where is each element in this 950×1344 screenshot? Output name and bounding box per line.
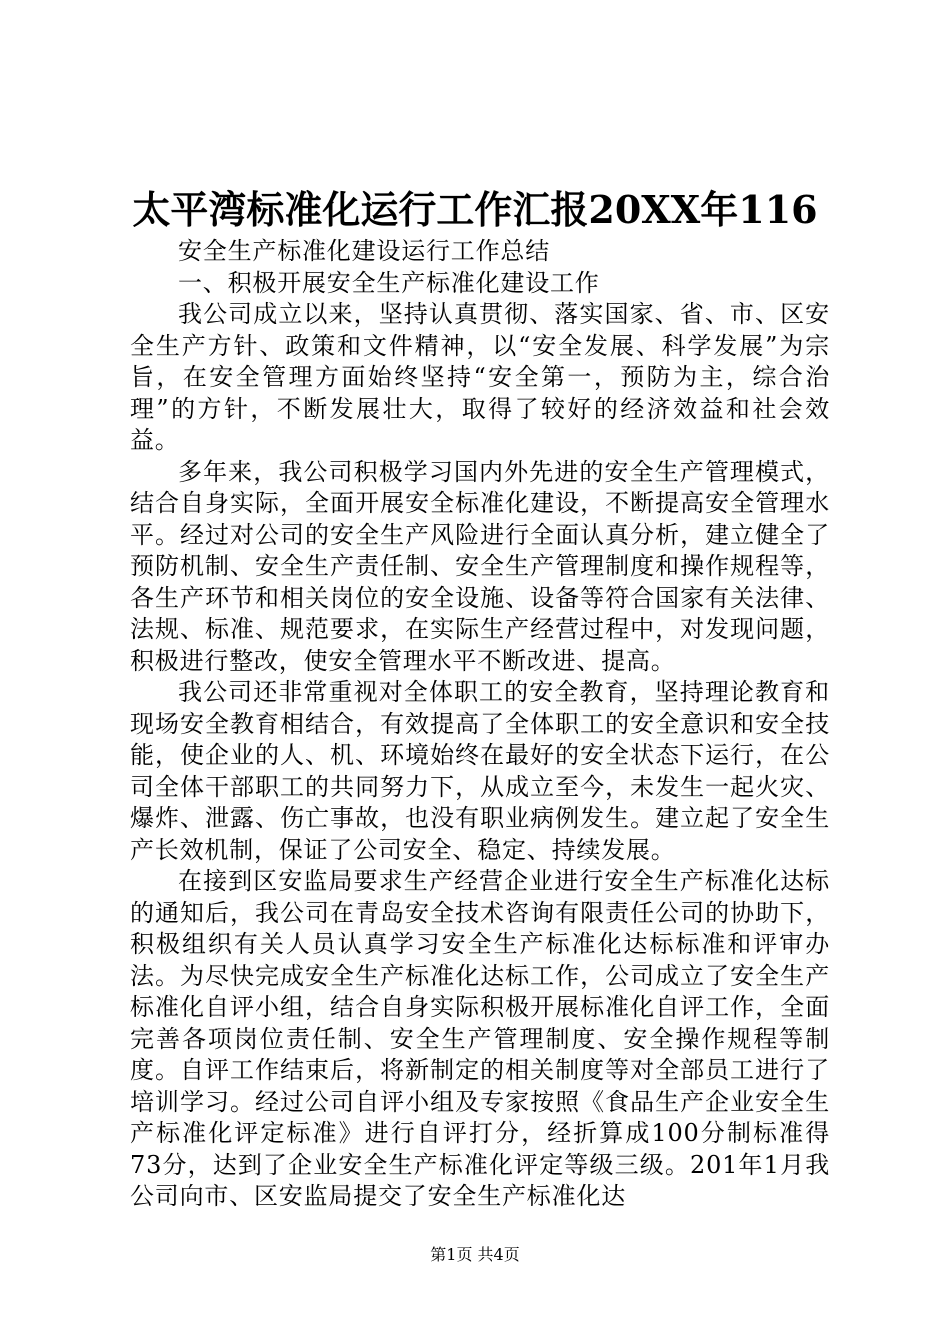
- section-heading: 一、积极开展安全生产标准化建设工作: [178, 268, 600, 297]
- paragraph-1: 我公司成立以来，坚持认真贯彻、落实国家、省、市、区安全生产方针、政策和文件精神，以“安全发展、科学发展”为宗旨，在安全管理方面始终坚持“安全第一，预防为主，综合治理”的方针，不断发展壮大，取得了较好的经济效益和社会效益。: [130, 300, 830, 454]
- document-body: [130, 236, 830, 1213]
- paragraph-4: 在接到区安监局要求生产经营企业进行安全生产标准化达标的通知后，我公司在青岛安全技术咨询有限责任公司的协助下，积极组织有关人员认真学习安全生产标准化达标标准和评审办法。为尽快完成安全生产标准化达标工作，公司成立了安全生产标准化自评小组，结合自身实际积极开展标准化自评工作，全面完善各项岗位责任制、安全生产管理制度、安全操作规程等制度。自评工作结束后，将新制定的相关制度等对全部员工进行了培训学习。经过公司自评小组及专家按照《食品生产企业安全生产标准化评定标准》进行自评打分，经折算成100分制标准得73分，达到了企业安全生产标准化评定等级三级。201年1月我公司向市、区安监局提交了安全生产标准化达: [130, 867, 830, 1210]
- paragraph-3: 我公司还非常重视对全体职工的安全教育，坚持理论教育和现场安全教育相结合，有效提高了全体职工的安全意识和安全技能，使企业的人、机、环境始终在最好的安全状态下运行，在公司全体干部职工的共同努力下，从成立至今，未发生一起火灾、爆炸、泄露、伤亡事故，也没有职业病例发生。建立起了安全生产长效机制，保证了公司安全、稳定、持续发展。: [130, 678, 830, 864]
- page-footer: 第1页 共4页: [430, 1245, 520, 1264]
- subtitle: 安全生产标准化建设运行工作总结: [178, 237, 550, 265]
- paragraph-2: 多年来，我公司积极学习国内外先进的安全生产管理模式，结合自身实际，全面开展安全标准化建设，不断提高安全管理水平。经过对公司的安全生产风险进行全面认真分析，建立健全了预防机制、安全生产责任制、安全生产管理制度和操作规程等，各生产环节和相关岗位的安全设施、设备等符合国家有关法律、法规、标准、规范要求，在实际生产经营过程中，对发现问题，积极进行整改，使安全管理水平不断改进、提高。: [130, 457, 830, 675]
- document-title: 太平湾标准化运行工作汇报20XX年116: [132, 187, 818, 232]
